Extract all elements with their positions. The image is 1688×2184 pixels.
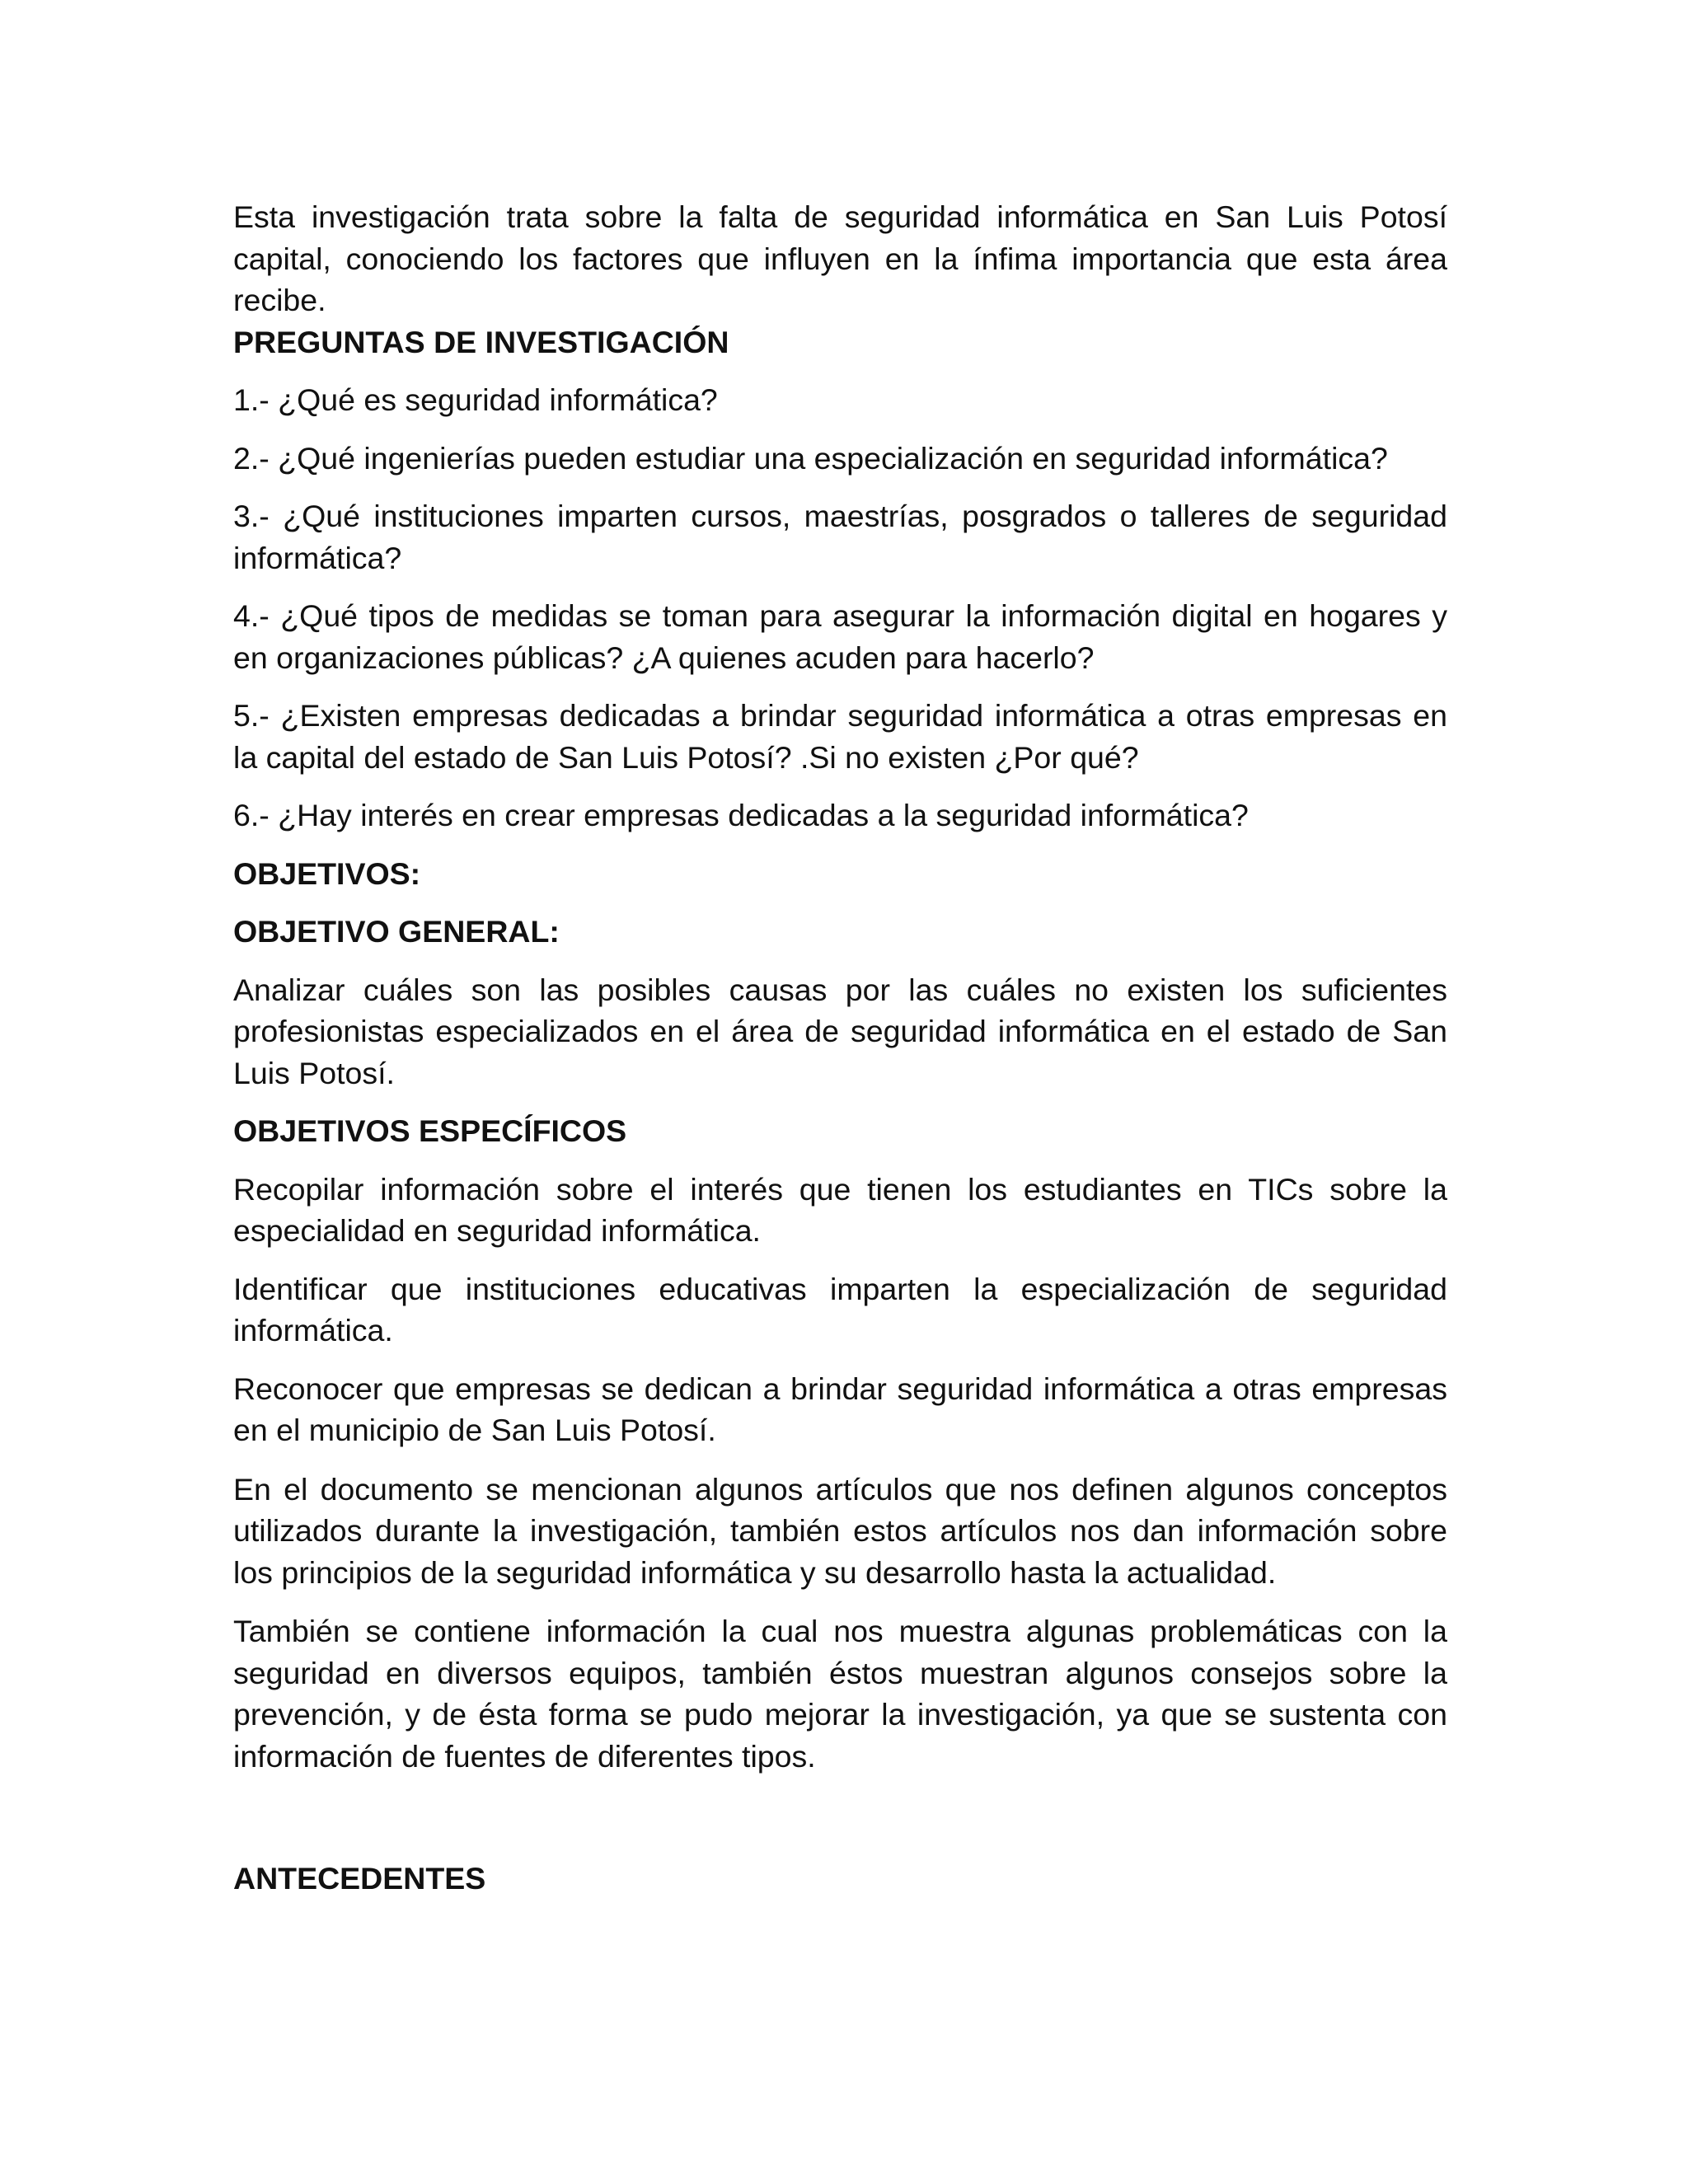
document-page: [233, 196, 1447, 1900]
pregunta-4: 4.- ¿Qué tipos de medidas se toman para asegurar la información digital en hogares y en organizaciones públicas? ¿A quienes acuden para hacerlo?: [233, 598, 1447, 675]
pregunta-6: 6.- ¿Hay interés en crear empresas dedicadas a la seguridad informática?: [233, 798, 1249, 832]
preguntas-heading: PREGUNTAS DE INVESTIGACIÓN: [233, 324, 729, 359]
objetivo-especifico-1: Recopilar información sobre el interés que tienen los estudiantes en TICs sobre la especialidad en seguridad informática.: [233, 1171, 1447, 1248]
pregunta-5: 5.- ¿Existen empresas dedicadas a brindar seguridad informática a otras empresas en la capital del estado de San Luis Potosí? .Si no existen ¿Por qué?: [233, 698, 1447, 775]
body-paragraph-2: También se contiene información la cual nos muestra algunas problemáticas con la seguridad en diversos equipos, también éstos muestran algunos consejos sobre la prevención, y de ésta forma se pudo mejorar la investigación, ya que se sustenta con información de fuentes de diferentes tipos.: [233, 1614, 1447, 1774]
objetivos-especificos-heading: OBJETIVOS ESPECÍFICOS: [233, 1113, 627, 1148]
antecedentes-heading: ANTECEDENTES: [233, 1861, 486, 1896]
intro-paragraph: Esta investigación trata sobre la falta de seguridad informática en San Luis Potosí capital, conociendo los factores que influyen en la ínfima importancia que esta área recibe.: [233, 199, 1447, 317]
pregunta-1: 1.- ¿Qué es seguridad informática?: [233, 382, 718, 417]
objetivo-especifico-3: Reconocer que empresas se dedican a brindar seguridad informática a otras empresas en el municipio de San Luis Potosí.: [233, 1371, 1447, 1447]
objetivos-heading: OBJETIVOS:: [233, 855, 421, 891]
objetivo-especifico-2: Identificar que instituciones educativas imparten la especialización de seguridad informática.: [233, 1271, 1447, 1347]
body-paragraph-1: En el documento se mencionan algunos artículos que nos definen algunos conceptos utilizados durante la investigación, también estos artículos nos dan información sobre los principios de la seguridad informática y su desarrollo hasta la actualidad.: [233, 1471, 1447, 1590]
pregunta-3: 3.- ¿Qué instituciones imparten cursos, maestrías, posgrados o talleres de seguridad informática?: [233, 499, 1447, 575]
objetivo-general-paragraph: Analizar cuáles son las posibles causas por las cuáles no existen los suficientes profesionistas especializados en el área de seguridad informática en el estado de San Luis Potosí.: [233, 972, 1447, 1090]
objetivo-general-heading: OBJETIVO GENERAL:: [233, 914, 560, 949]
pregunta-2: 2.- ¿Qué ingenierías pueden estudiar una especialización en seguridad informática?: [233, 440, 1388, 476]
